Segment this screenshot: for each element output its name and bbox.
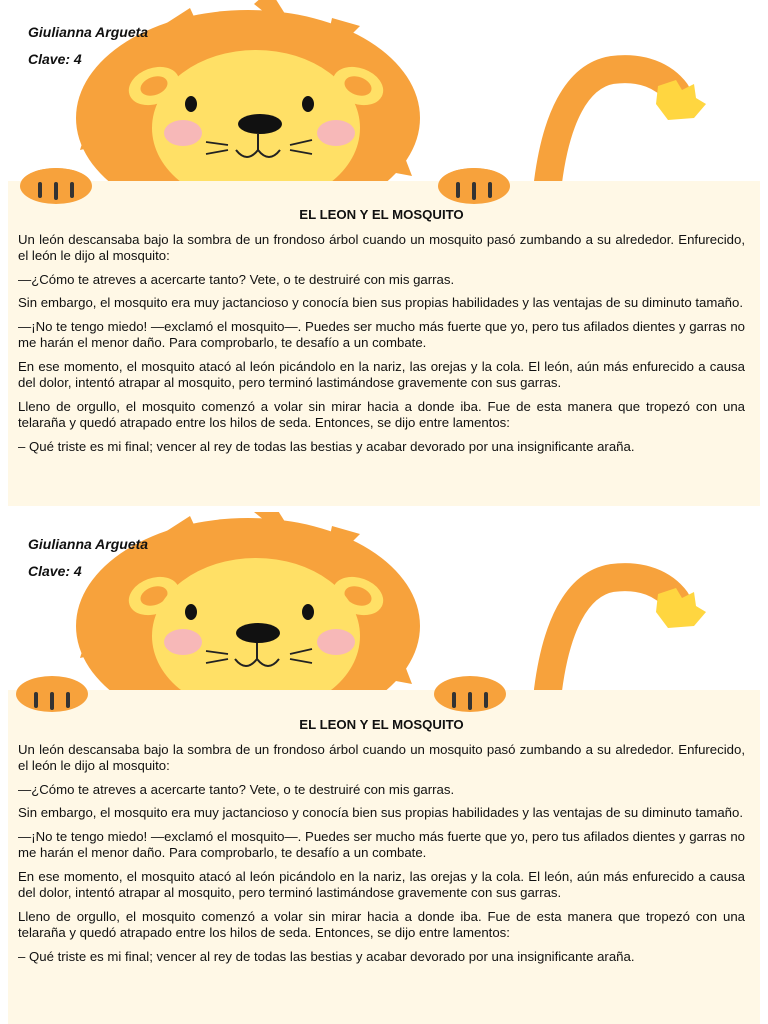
story-paragraph: —¿Cómo te atreves a acercarte tanto? Vete, o te destruiré con mis garras. xyxy=(18,271,455,287)
story-paragraph: Sin embargo, el mosquito era muy jactancioso y conocía bien sus propias habilidades y las ventajas de su diminuto tamaño. xyxy=(18,805,743,820)
story-paragraph: —¿Cómo te atreves a acercarte tanto? Vete, o te destruiré con mis garras. xyxy=(18,781,455,797)
story-sheet-2 xyxy=(0,512,768,1024)
story-paragraph: Un león descansaba bajo la sombra de un frondoso árbol cuando un mosquito pasó zumbando a su alrededor. Enfurecido, el león le dijo al mosquito: xyxy=(18,231,745,263)
story-paragraph: En ese momento, el mosquito atacó al león picándolo en la nariz, las orejas y la cola. El león, aún más enfurecido a causa del dolor, intentó atrapar al mosquito, pero terminó lastimándose gravemente con sus garras. xyxy=(18,868,745,900)
story-paragraph: Lleno de orgullo, el mosquito comenzó a volar sin mirar hacia a donde iba. Fue de esta manera que tropezó con una telaraña y quedó atrapado entre los hilos de seda. Entonces, se dijo entre lamentos: xyxy=(18,398,745,430)
story-paragraph: – Qué triste es mi final; vencer al rey de todas las bestias y acabar devorado por una insignificante araña. xyxy=(18,438,635,454)
story-title: EL LEON Y EL MOSQUITO xyxy=(299,207,464,222)
student-header xyxy=(28,536,148,590)
student-header xyxy=(28,24,148,78)
story-text xyxy=(18,207,745,462)
story-title: EL LEON Y EL MOSQUITO xyxy=(299,717,464,732)
story-paragraph: —¡No te tengo miedo! —exclamó el mosquito—. Puedes ser mucho más fuerte que yo, pero tus afilados dientes y garras no me harán el menor daño. Para comprobarlo, te desafío a un combate. xyxy=(18,318,745,350)
story-text xyxy=(18,717,745,972)
student-name: Giulianna Argueta xyxy=(28,24,149,40)
story-paragraph: – Qué triste es mi final; vencer al rey de todas las bestias y acabar devorado por una insignificante araña. xyxy=(18,948,635,964)
story-paragraph: Lleno de orgullo, el mosquito comenzó a volar sin mirar hacia a donde iba. Fue de esta manera que tropezó con una telaraña y quedó atrapado entre los hilos de seda. Entonces, se dijo entre lamentos: xyxy=(18,908,745,940)
student-code: Clave: 4 xyxy=(28,51,82,67)
story-paragraph: Sin embargo, el mosquito era muy jactancioso y conocía bien sus propias habilidades y las ventajas de su diminuto tamaño. xyxy=(18,295,743,310)
story-paragraph: —¡No te tengo miedo! —exclamó el mosquito—. Puedes ser mucho más fuerte que yo, pero tus afilados dientes y garras no me harán el menor daño. Para comprobarlo, te desafío a un combate. xyxy=(18,828,745,860)
story-paragraph: Un león descansaba bajo la sombra de un frondoso árbol cuando un mosquito pasó zumbando a su alrededor. Enfurecido, el león le dijo al mosquito: xyxy=(18,741,745,773)
story-paragraph: En ese momento, el mosquito atacó al león picándolo en la nariz, las orejas y la cola. El león, aún más enfurecido a causa del dolor, intentó atrapar al mosquito, pero terminó lastimándose gravemente con sus garras. xyxy=(18,358,745,390)
student-code: Clave: 4 xyxy=(28,563,82,579)
student-name: Giulianna Argueta xyxy=(28,536,149,552)
